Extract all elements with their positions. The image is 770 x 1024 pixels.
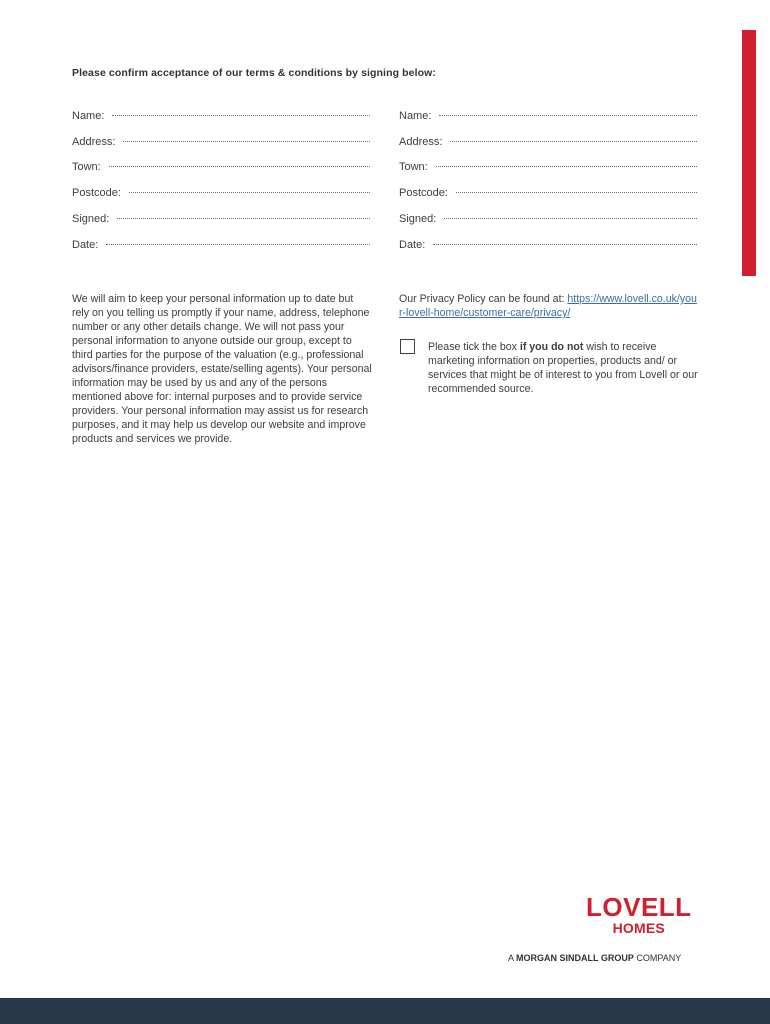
form-heading: Please confirm acceptance of our terms & conditions by signing below: [72, 67, 436, 79]
postcode-field-1[interactable] [72, 187, 370, 199]
date-label: Date: [399, 239, 426, 251]
town-field-2[interactable] [399, 161, 697, 173]
logo-lovell: LOVELL [586, 892, 692, 922]
postcode-label: Postcode: [72, 187, 121, 199]
red-side-tab [742, 30, 756, 276]
name-label: Name: [399, 110, 432, 122]
opt-out-after: wish to receive marketing information on properties, products and/ or services that might be of interest to you from Lovell or our recommended source. [428, 341, 698, 395]
date-label: Date: [72, 239, 99, 251]
opt-out-emphasis: if you do not [519, 341, 584, 353]
address-field-1[interactable] [72, 136, 370, 148]
town-line[interactable] [109, 165, 370, 167]
address-line[interactable] [450, 140, 697, 142]
name-field-2[interactable] [399, 110, 697, 122]
strap-company: COMPANY [633, 953, 682, 963]
footer-bar [0, 998, 770, 1024]
name-label: Name: [72, 110, 105, 122]
group-strapline [508, 953, 681, 963]
opt-out-text [428, 340, 703, 396]
lovell-homes-logo [586, 894, 692, 936]
privacy-policy-note [399, 292, 699, 320]
name-field-1[interactable] [72, 110, 370, 122]
town-line[interactable] [436, 165, 697, 167]
date-field-1[interactable] [72, 239, 370, 251]
address-label: Address: [399, 136, 443, 148]
date-line[interactable] [433, 243, 697, 245]
signed-label: Signed: [399, 213, 437, 225]
signed-field-1[interactable] [72, 213, 370, 225]
marketing-opt-out-checkbox[interactable] [400, 339, 415, 354]
strap-group: MORGAN SINDALL GROUP [516, 953, 634, 963]
postcode-line[interactable] [456, 191, 697, 193]
strap-a: A [508, 953, 517, 963]
address-line[interactable] [123, 140, 370, 142]
privacy-policy-link[interactable]: https://www.lovell.co.uk/your-lovell-home/customer-care/privacy/ [399, 293, 697, 319]
logo-homes: HOMES [612, 920, 665, 936]
name-line[interactable] [439, 114, 697, 116]
signed-line[interactable] [117, 217, 370, 219]
signed-line[interactable] [444, 217, 697, 219]
name-line[interactable] [112, 114, 370, 116]
address-label: Address: [72, 136, 116, 148]
postcode-label: Postcode: [399, 187, 448, 199]
town-label: Town: [72, 161, 101, 173]
opt-out-before: Please tick the box [428, 341, 520, 353]
date-field-2[interactable] [399, 239, 697, 251]
postcode-field-2[interactable] [399, 187, 697, 199]
postcode-line[interactable] [129, 191, 370, 193]
privacy-paragraph: We will aim to keep your personal information up to date but rely on you telling us promptly if your name, address, telephone number or any other details change. We will not pass your personal information to anyone outside our group, except to third parties for the purpose of the valuation (e.g., professional advisors/finance providers, estate/selling agents). Your personal information may be used by us and any of the persons mentioned above for: internal purposes and to provide service providers. Your personal information may assist us for research purposes, and it may help us develop our website and improve products and services we provide. [72, 293, 372, 445]
signed-label: Signed: [72, 213, 110, 225]
address-field-2[interactable] [399, 136, 697, 148]
date-line[interactable] [106, 243, 370, 245]
town-field-1[interactable] [72, 161, 370, 173]
signed-field-2[interactable] [399, 213, 697, 225]
town-label: Town: [399, 161, 428, 173]
policy-prefix: Our Privacy Policy can be found at: [399, 293, 568, 305]
